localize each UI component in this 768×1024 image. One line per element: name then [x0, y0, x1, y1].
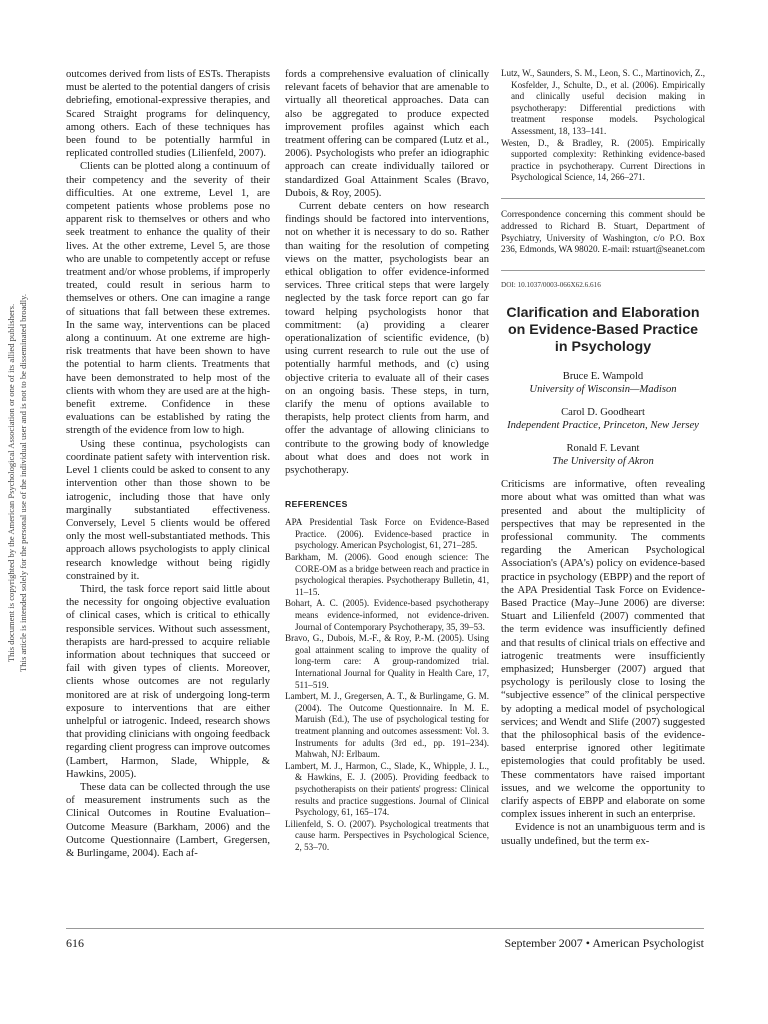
author-affiliation: Independent Practice, Princeton, New Jersey [507, 420, 699, 432]
author-name: Ronald F. Levant [566, 443, 640, 455]
author-name: Carol D. Goodheart [561, 407, 645, 419]
journal-footer: September 2007 • American Psychologist [504, 936, 704, 950]
reference-item: Bohart, A. C. (2005). Evidence-based psychotherapy means evidence-informed, not evidence-driven. Journal of Contemporary Psychotherapy, 35, 39–53. [285, 598, 489, 632]
paragraph: Criticisms are informative, often revealing more about what was omitted than what was presented and about the multiplicity of perspectives that may be represented in the professional community. The comments regarding the American Psychological Association's (APA's) policy on evidence-based practice in psychology (EBPP) and the report of the APA Presidential Task Force on Evidence-Based Practice (May–June 2006) are diverse: Stuart and Lilienfeld (2007) commented that the term evidence was insufficiently defined and that results of clinical trials on effective and iatrogenic treatments were insufficiently emphasized; Hunsberger (2007) argued that psychology is perilously close to losing the “subjective essence” of the clinical perspective by adopting a medical model of psychological services; and Wendt and Slife (2007) suggested that the philosophical basis of the evidence-based enterprise ignored other legitimate epistemologies that could profitably be used. These commentators have raised important issues, and we welcome the opportunity to clarify aspects of EBPP and elaborate on some complex issues inherent in such an enterprise. [501, 479, 705, 821]
paragraph: Evidence is not an unambiguous term and is usually undefined, but the term ex- [501, 822, 705, 847]
reference-item: APA Presidential Task Force on Evidence-Based Practice. (2006). Evidence-based practice in psychology. American Psychologist, 61, 271–285. [285, 517, 489, 551]
column-right [501, 68, 705, 848]
author-name: Bruce E. Wampold [562, 371, 644, 383]
reference-item: Lutz, W., Saunders, S. M., Leon, S. C., Martinovich, Z., Kosfelder, J., Schulte, D., et al. (2006). Empirically and clinically useful decision making in psychotherapy: Differential predictions with treatment response models. Psychological Assessment, 18, 133–141. [501, 68, 705, 136]
paragraph: outcomes derived from lists of ESTs. Therapists must be alerted to the potential dangers of crisis debriefing, emotional-expressive therapies, and Scared Straight programs for delinquency, among others. Each of these techniques has been found to be potentially harmful in replicated controlled studies (Lilienfeld, 2007). [66, 69, 270, 160]
paragraph: fords a comprehensive evaluation of clinically relevant facets of behavior that are amenable to virtually all theoretical approaches. Data can also be aggregated to produce expected improvement profiles against which each treatment offering can be compared (Lutz et al., 2006). Psychologists who prefer an idiographic approach can create individually tailored or standardized Goal Attainment Scales (Bravo, Dubois, & Roy, 2005). [285, 69, 489, 199]
references-heading: REFERENCES [285, 499, 348, 510]
paragraph: Current debate centers on how research findings should be factored into interventions, not on whether it is necessary to do so. Rather than waiting for the resolution of competing views on the matter, psychologists bear an ethical obligation to offer evidence-informed services. Three critical steps that were largely neglected by the task force report can go far toward helping psychologists honor that commitment: (a) providing a clearer operationalization of scientific evidence, (b) using current research to rule out the use of potentially harmful methods, and (c) using objective criteria to evaluate all of their cases on an ongoing basis. These steps, in turn, clarify the menu of options available to therapists, help protect clients from harm, and offer the advantage of allowing clinicians to contribute to the growing body of knowledge about what does and does not work in psychotherapy. [285, 201, 489, 477]
paragraph: These data can be collected through the use of measurement instruments such as the Clinical Outcomes in Routine Evaluation–Outcome Measure (Barkham, 2006) and the Outcome Questionnaire (Lambert, Gregersen, & Burlingame, 2004). Each af- [66, 781, 270, 859]
article-title: Clarification and Elaboration on Evidence-Based Practice in Psychology [506, 305, 700, 356]
divider [501, 270, 705, 271]
reference-item: Lambert, M. J., Harmon, C., Slade, K., Whipple, J. L., & Hawkins, E. J. (2005). Providing feedback to psychotherapists on their patients' progress: Clinical results and practice suggestions. Journal of Clinical Psychology, 61, 165–174. [285, 760, 489, 818]
reference-list-continued [501, 68, 705, 184]
divider [501, 198, 705, 199]
reference-list [285, 517, 489, 853]
column-middle [285, 68, 489, 854]
page-number: 616 [66, 936, 84, 950]
author-affiliation: The University of Akron [552, 456, 654, 468]
reference-item: Lilienfeld, S. O. (2007). Psychological treatments that cause harm. Perspectives in Psychological Science, 2, 53–70. [285, 818, 489, 852]
correspondence-note: Correspondence concerning this comment should be addressed to Richard B. Stuart, Department of Psychiatry, University of Washington, c/o P.O. Box 236, Edmonds, WA 98020. E-mail: rstuart@seanet.com [501, 208, 706, 255]
paragraph: Using these continua, psychologists can coordinate patient safety with intervention risk. Level 1 clients could be asked to consent to any intervention other than those shown to be iatrogenic, including those that have only marginally substantiated effectiveness. Conversely, Level 5 clients would be offered only the most well-substantiated methods. This approach allows psychologists to apply clinical research knowledge without being rigidly constrained by it. [66, 438, 270, 582]
reference-item: Bravo, G., Dubois, M.-F., & Roy, P.-M. (2005). Using goal attainment scaling to improve the quality of long-term care: A group-randomized trial. International Journal for Quality in Health Care, 17, 511–519. [285, 633, 489, 690]
copyright-notice-line-2: This article is intended solely for the personal use of the individual user and is not to be disseminated broadly. [18, 294, 28, 672]
author-affiliation: University of Wisconsin—Madison [529, 384, 677, 396]
reference-item: Westen, D., & Bradley, R. (2005). Empirically supported complexity: Rethinking evidence-based practice in psychotherapy. Current Directions in Psychological Science, 14, 266–271. [501, 137, 705, 183]
column-left [66, 68, 270, 860]
footer-divider [66, 928, 704, 929]
doi-label: DOI: 10.1037/0003-066X62.6.616 [501, 281, 601, 290]
copyright-notice [5, 143, 31, 823]
paragraph: Third, the task force report said little about the necessity for ongoing objective evaluation of clinical cases, which is critical to ethically responsible services. Without such assessment, therapists are hard-pressed to acquire reliable information about techniques that succeed or fail with given types of clients. Moreover, clients whose outcomes are not regularly monitored are at risk of undergoing long-term exposure to interventions that are either unhelpful or iatrogenic. Indeed, research shows that providing clinicians with ongoing feedback regarding client progress can improve outcomes (Lambert, Harmon, Slade, Whipple, & Hawkins, 2005). [66, 583, 270, 780]
reference-item: Barkham, M. (2006). Good enough science: The CORE-OM as a bridge between reach and practice in psychological therapies. Psychotherapy Bulletin, 41, 11–15. [285, 552, 489, 597]
copyright-notice-line-1: This document is copyrighted by the American Psychological Association or one of its allied publishers. [6, 303, 16, 663]
paragraph: Clients can be plotted along a continuum of their competency and the severity of their difficulties. At one extreme, Level 1, are competent patients whose problems pose no apparent risk to themselves or others and who seek treatment to enhance the quality of their lives. At the other extreme, Level 5, are those who are unable to competently accept or refuse treatment and/or whose problems, if improperly treated, could result in serious harm to themselves or others. One can imagine a range of situations that fall between these extremes. In the same way, interventions can be placed along a continuum. At one extreme are high-risk treatments that have been shown to have the potential to harm clients. Treatments that have been demonstrated to help most of the clients with whom they are used are at the high-benefit extreme. Confidence in these evaluations can be established by rating the strength of the evidence from low to high. [66, 161, 270, 437]
reference-item: Lambert, M. J., Gregersen, A. T., & Burlingame, G. M. (2004). The Outcome Questionnaire. In M. E. Maruish (Ed.), The use of psychological testing for treatment planning and outcomes assessment: Vol. 3. Instruments for adults (3rd ed., pp. 191–234). Mahwah, NJ: Erlbaum. [285, 691, 489, 760]
